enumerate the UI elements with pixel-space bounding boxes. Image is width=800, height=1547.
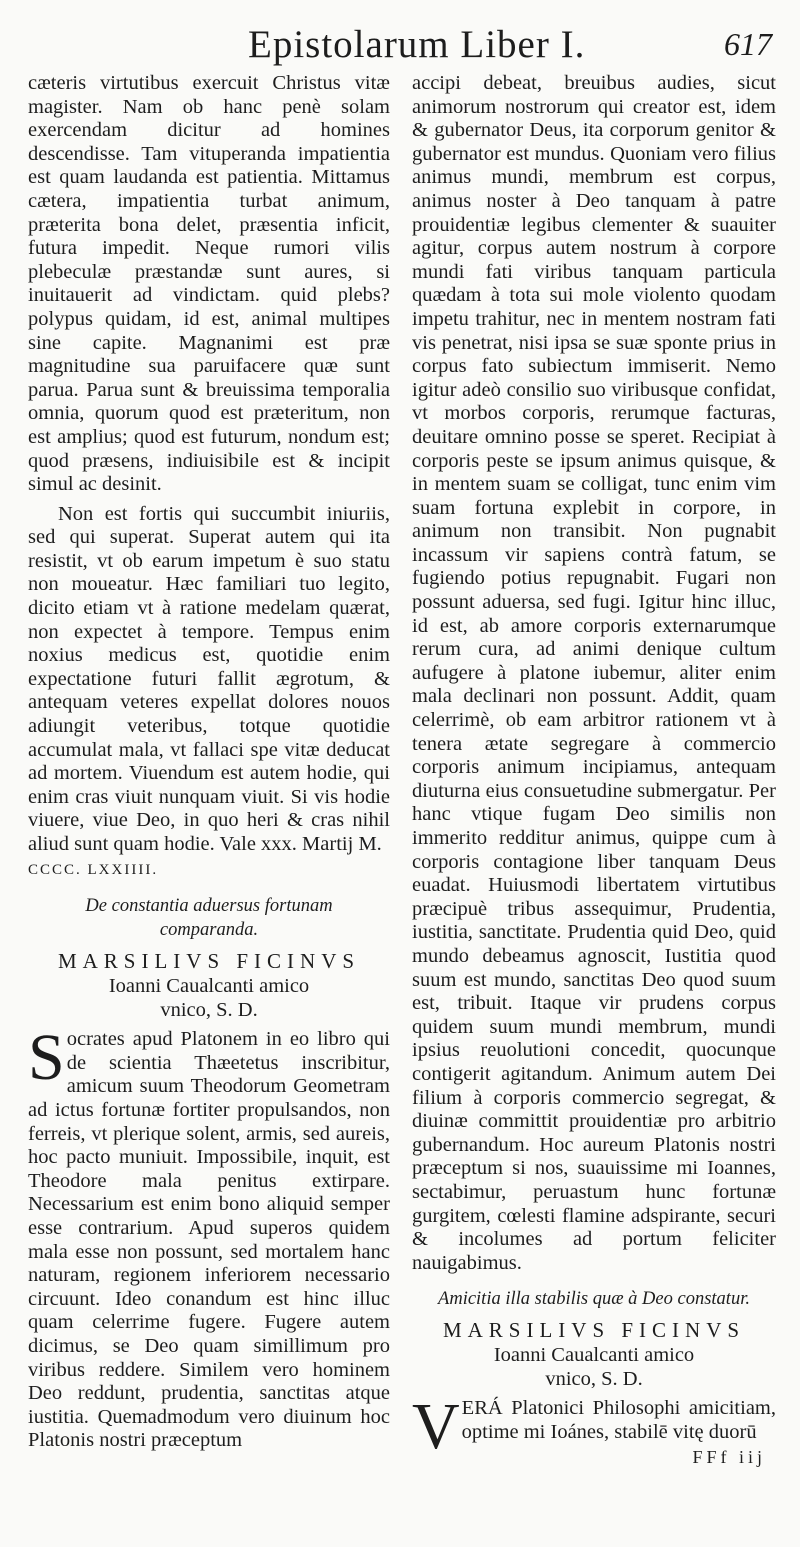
right-column [412,72,776,1468]
continuation-paragraph: cæteris virtutibus exercuit Christus vitæ magister. Nam ob hanc penè solam exercendam dicitur ad homines descendisse. Tam vituperanda impatientia est quam laudanda est patientia. Mittamus cætera, impatientia turbat animum, præterita bona delet, præsentia inficit, futura impedit. Neque rumori vilis plebeculæ præstandæ sunt aures, si inuitauerit ad vindictam. quid plebs? polypus quidam, id est, animal multipes sine capite. Magnanimi est præ magnitudine sua paruifacere quæ sunt parua. Parua sunt & breuissima temporalia omnia, quorum quod est præteritum, non est amplius; quod est futurum, nondum est; quod præsens, indiuisibile est & incipit simul ac desinit. [28,72,390,496]
addressee-line-2: vnico, S. D. [545,1368,643,1391]
letter-title-line-2: comparanda. [159,920,259,941]
date-line [28,857,390,883]
date-year: CCCC. LXXIIII. [28,861,159,878]
running-head: Epistolarum Liber I. [248,23,586,66]
addressee-name: MARSILIVS FICINVS [442,1318,746,1343]
addressee-line-1: Ioanni Caualcanti amico [493,1344,695,1367]
addressee-line-1: Ioanni Caualcanti amico [108,975,310,998]
closing-paragraph [28,503,390,857]
date-m: M. [358,833,382,855]
addressee-name: MARSILIVS FICINVS [57,949,361,974]
page-number: 617 [724,26,772,62]
page-header [0,14,800,74]
letter-title-line-1: De constantia aduersus fortunam [85,896,333,917]
closing-paragraph-text: Non est fortis qui succumbit iniuriis, sed qui superat. Superat autem qui ita resistit, vt ob earum impetum è suo statu non moueatur. Hæc familiari tuo legito, dicito etiam vt à ratione medelam quærat, non expectet à tempore. Tempus enim noxius medicus est, quotidie enim expectatione futuri fallit ægrotum, & antequam veteres expellat dolores nouos adiungit veteribus, totque quotidie accumulat mala, vt fallaci spe vitæ deducat ad mortem. Viuendum est autem hodie, qui enim cras viuit nunquam viuit. Si vis hodie viuere, viue Deo, in quo heri & cras nihil aliud sunt quam hodie. Vale xxx. Martij [28,502,390,855]
signature-mark: FFf iij [692,1447,766,1468]
letter-body: Socrates apud Platonem in eo libro qui de scientia Thæetetus inscribitur, amicum suum Theodorum Geometram ad ictus fortunæ fortiter propulsandos, non ferreis, vt plerique solent, armis, sed aureis, hoc pacto muniuit. Impossibile, inquit, est Theodore mala penitus extirpare. Necessarium est enim bono aliquid semper esse contrarium. Apud superos quidem mala esse non possunt, sed mortalem hanc naturam, regionem inferiorem necessario circuunt. Ideo conandum est hinc illuc quam celerrime fugere. Fugere autem dicimus, se Deo quam simillimum pro viribus reddere. Similem vero hominem Deo reddunt, prudentia, sanctitas atque iustitia. Quemadmodum vero diuinum hoc Platonis nostri præceptum [28,1021,390,1452]
letter-body: VERÁ Platonici Philosophi amicitiam, optime mi Ioánes, stabilē vitę duorū [412,1390,776,1464]
continuation-paragraph: accipi debeat, breuibus audies, sicut animorum nostrorum qui creator est, idem & gubernator Deus, ita corporum genitor & gubernator est mundus. Quoniam vero filius animus mundi, membrum est corpus, animus noster à Deo tanquam à patre prouidentiæ legibus clementer & suauiter agitur, corpus autem nostrum à corpore mundi fati viribus tanquam particula quædam à tota sui mole violento quodam impetu trahitur, nec in mentem nostram fati vis penetrat, nisi ipsa se suæ sponte prius in corpus fato subiectum immiserit. Nemo igitur adeò consilio suo viribusque confidat, vt morbos corporis, rerumque facturas, deuitare omnino posse se speret. Recipiat à corporis peste se ipsum animus quisque, & in mentem suam se colligat, tunc enim vim suam fortuna explebit in corpore, in animum non transibit. Non pugnabit incassum vir sapiens contrà fatum, se fugiendo potius repugnabit. Fugari non possunt aduersa, sed fugi. Igitur hinc illuc, id est, ab amore corporis externarumque rerum cura, ad animi denique cultum aufugere à platone iubemur, aliter enim mala declinari non possunt. Addit, quam celerrimè, ob eam arbitror rationem vt à tenera ætate segregare à commercio corporis animum incipiamus, antequam diuturna eius consuetudine submergatur. Per hanc vtique fugam Deo similis non immerito redditur animus, quippe cum à corporis contagione liber tanquam Deus euadat. Huiusmodi libertatem virtutibus præcipuè tribus assequimur, Prudentia, iustitia, sanctitate. Prudentia quid Deo, quid mundo debeamus agnoscit, Iustitia quod suum est mundo, sanctitas Deo quod suum est, tribuit. Itaque vir prudens corpus quidem suum mundi membrum, mundi ipsius reuolutioni concedit, quocunque contigerit agitandum. Animum autem Dei filium à corporis commercio segregat, & diuinæ committit prouidentiæ pro arbitrio gubernandum. Hoc aureum Platonis nostri præceptum si nos, suauissime mi Ioannes, sectabimur, peruastum hunc fortunæ gurgitem, cœlesti flamine adspirante, securi & incolumes ad portum feliciter nauigabimus. [412,72,776,1274]
left-column [28,72,390,1453]
letter-title: Amicitia illa stabilis quæ à Deo constatur. [438,1289,750,1310]
addressee-line-2: vnico, S. D. [160,999,258,1022]
